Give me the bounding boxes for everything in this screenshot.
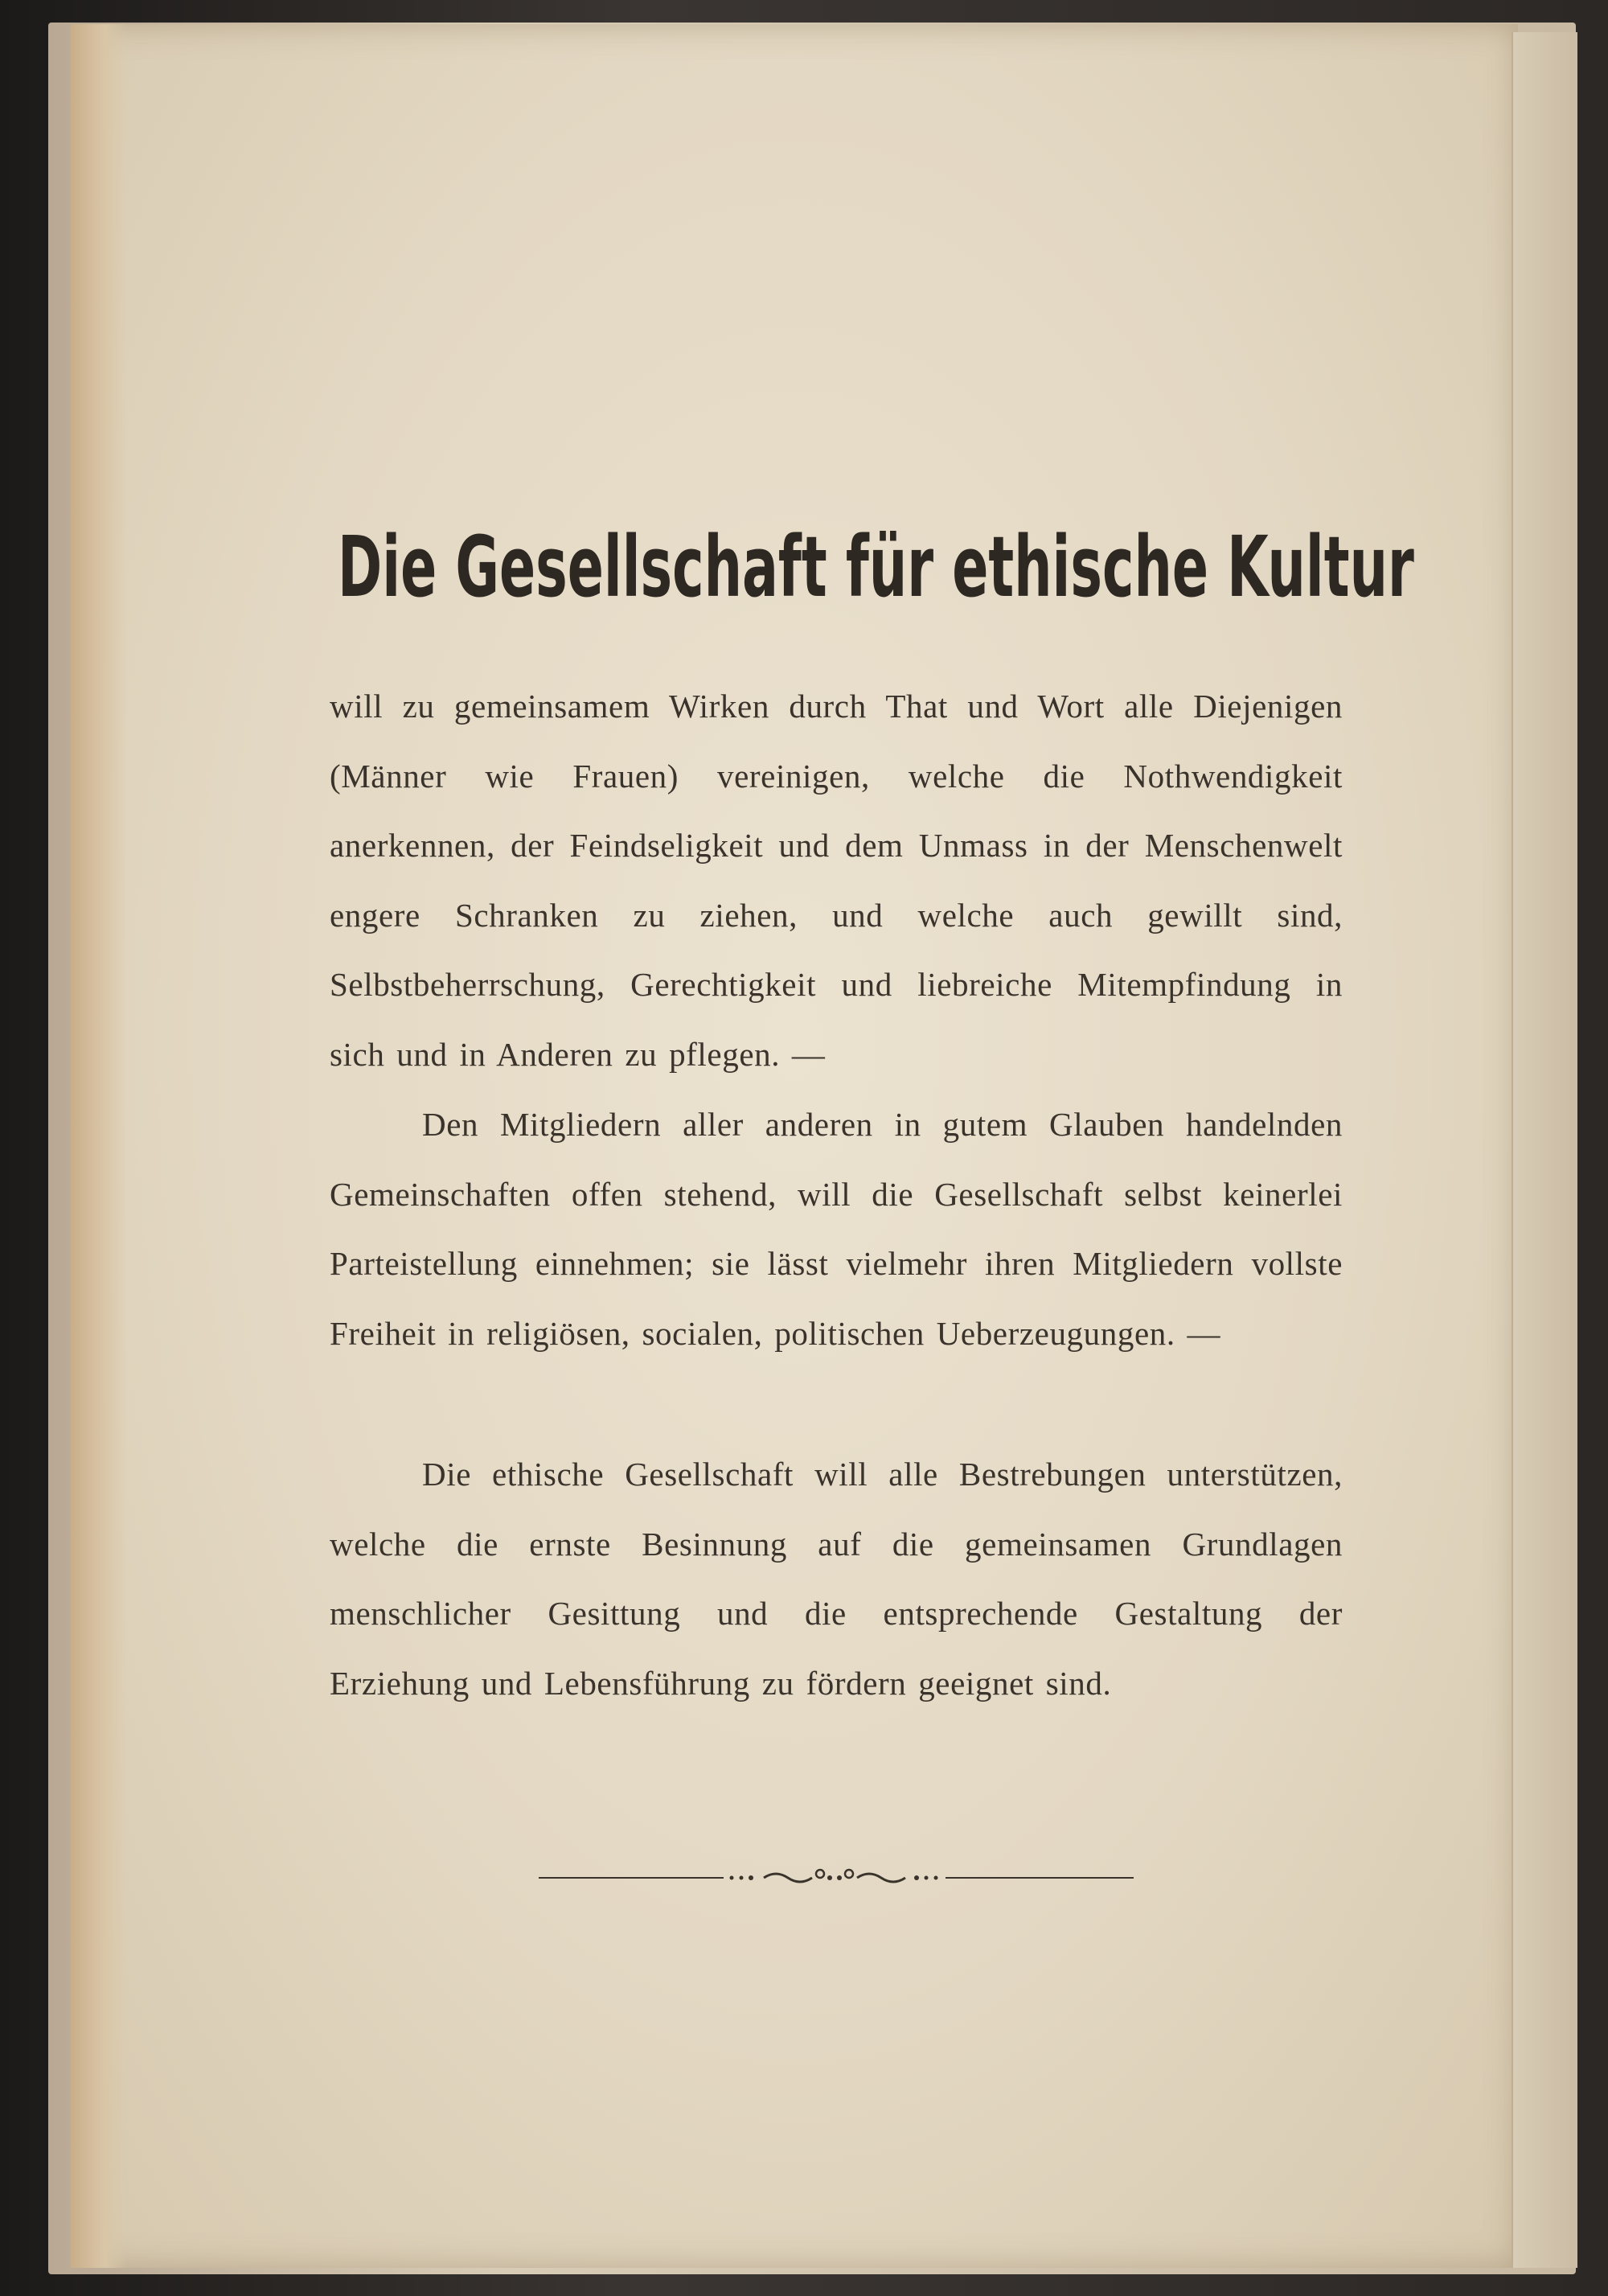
paragraph-1: will zu gemeinsamem Wirken durch That und Wort alle Diejenigen (Männer wie Frauen) vereinigen, welche die Nothwendigkeit anerkennen, der Feindseligkeit und dem Unmass in der Menschenwelt engere Schranken zu ziehen, und welche auch gewillt sind, Selbstbeherrschung, Gerechtigkeit und liebreiche Mitempfindung in sich und in Anderen zu pflegen. — [330,688,1343,1073]
paragraph-3: Die ethische Gesellschaft will alle Bestrebungen unterstützen, welche die ernste Besinnung auf die gemeinsamen Grundlagen menschlicher Gesittung und die entsprechende Gestaltung der Erziehung und Lebensführung zu fördern geeignet sind. [330,1456,1343,1702]
page-fore-edge [1512,32,1577,2268]
page-gutter-stain [71,24,127,2268]
ornament-divider [539,1866,1134,1890]
paragraph-2: Den Mitgliedern aller anderen in gutem Glauben handelnden Gemeinschaften offen stehend, will die Gesellschaft selbst keinerlei Parteistellung einnehmen; sie lässt vielmehr ihren Mitgliedern vollste Freiheit in religiösen, socialen, politischen Ueberzeugungen. — [330,1106,1343,1352]
page-title: Die Gesellschaft für ethische Kultur [338,518,1414,616]
